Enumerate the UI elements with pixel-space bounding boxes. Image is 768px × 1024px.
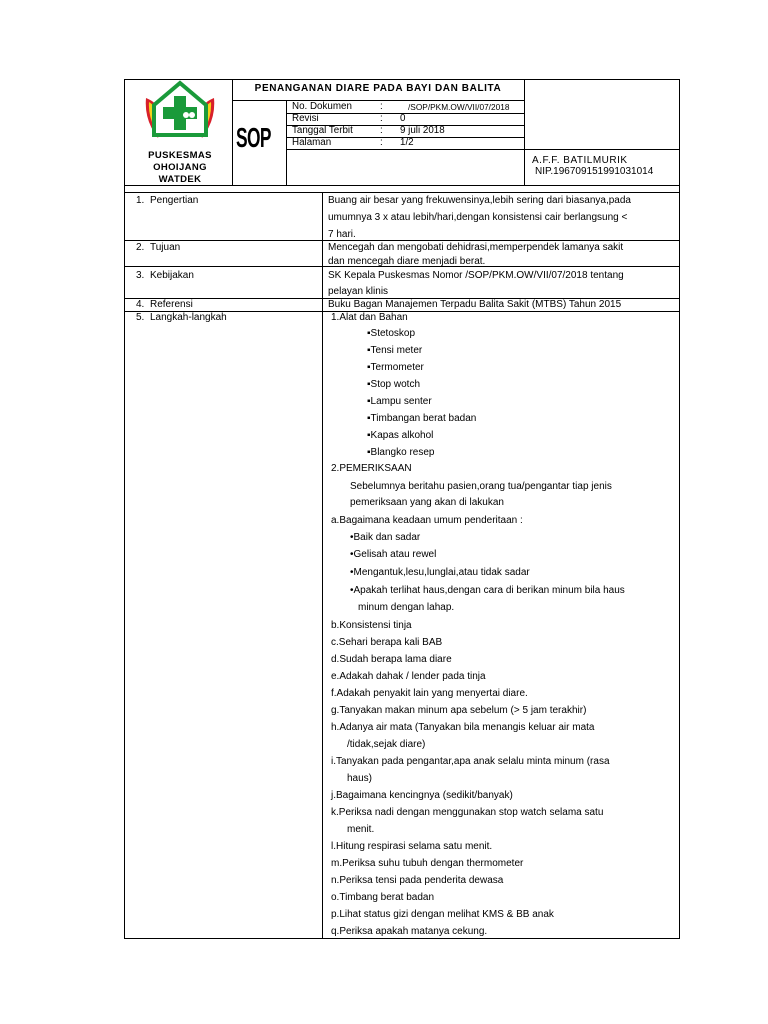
check-item: n.Periksa tensi pada penderita dewasa [331,875,504,886]
general-condition-item: •Apakah terlihat haus,dengan cara di berikan minum bila haus [350,585,625,596]
exam-heading: 2.PEMERIKSAAN [331,463,412,474]
kebijakan-line-1: SK Kepala Puskesmas Nomor /SOP/PKM.OW/VII/07/2018 tentang [328,270,624,281]
general-condition-item: minum dengan lahap. [358,602,455,613]
general-condition-item: •Baik dan sadar [350,532,421,543]
section-label-referensi: Referensi [150,299,193,310]
meta-row-line-4 [286,149,680,150]
tool-item: ▪Stop wotch [367,379,421,390]
general-condition-item: •Mengantuk,lesu,lunglai,atau tidak sadar [350,567,530,578]
tool-item: ▪Lampu senter [367,396,432,407]
check-item: d.Sudah berapa lama diare [331,654,452,665]
sop-mark: SOP [236,122,271,153]
org-line-2: OHOIJANG [153,162,207,173]
pengertian-line-3: 7 hari. [328,229,356,240]
section-label-langkah: Langkah-langkah [150,312,227,323]
header-divider-left [232,79,233,185]
section-number-3: 3. [136,270,145,281]
tool-item: ▪Kapas alkohol [367,430,434,441]
general-condition-heading: a.Bagaimana keadaan umum penderitaan : [331,515,523,526]
exam-intro-line: Sebelumnya beritahu pasien,orang tua/pengantar tiap jenis [350,481,612,492]
signer-nip: NIP.196709151991031014 [535,166,654,177]
meta-sep-revision: : [380,113,383,124]
pengertian-line-1: Buang air besar yang frekuwensinya,lebih sering dari biasanya,pada [328,195,631,206]
meta-sep-issue-date: : [380,125,383,136]
tool-item: ▪Stetoskop [367,328,416,339]
exam-intro-line: pemeriksaan yang akan di lakukan [350,497,504,508]
check-item: o.Timbang berat badan [331,892,435,903]
meta-label-doc-number: No. Dokumen [292,101,352,112]
signer-name: A.F.F. BATILMURIK [532,155,628,166]
meta-value-doc-number: /SOP/PKM.OW/VII/07/2018 [408,102,510,112]
tujuan-line-1: Mencegah dan mengobati dehidrasi,memperpendek lamanya sakit [328,242,624,253]
check-item: menit. [347,824,375,835]
referensi-line-1: Buku Bagan Manajemen Terpadu Balita Sakit (MTBS) Tahun 2015 [328,299,622,310]
section-label-pengertian: Pengertian [150,195,199,206]
general-condition-item: •Gelisah atau rewel [350,549,437,560]
section-number-1: 1. [136,195,145,206]
section-number-4: 4. [136,299,145,310]
meta-sep-page: : [380,137,383,148]
section-number-2: 2. [136,242,145,253]
tools-heading: 1.Alat dan Bahan [331,312,408,323]
check-item: e.Adakah dahak / lender pada tinja [331,671,486,682]
org-line-1: PUSKESMAS [148,150,212,161]
org-line-3: WATDEK [158,174,202,185]
check-item: /tidak,sejak diare) [347,739,426,750]
tool-item: ▪Tensi meter [367,345,423,356]
check-item: g.Tanyakan makan minum apa sebelum (> 5 jam terakhir) [331,705,587,716]
section-label-kebijakan: Kebijakan [150,270,194,281]
meta-value-issue-date: 9 juli 2018 [400,125,445,136]
row-line-1 [124,240,680,241]
check-item: c.Sehari berapa kali BAB [331,637,443,648]
meta-label-issue-date: Tanggal Terbit [292,125,353,136]
section-label-tujuan: Tujuan [150,242,181,253]
meta-label-revision: Revisi [292,113,319,124]
column-divider [322,192,323,939]
check-item: b.Konsistensi tinja [331,620,412,631]
title-underline [232,100,524,101]
section-number-5: 5. [136,312,145,323]
check-item: p.Lihat status gizi dengan melihat KMS & BB anak [331,909,554,920]
tool-item: ▪Blangko resep [367,447,435,458]
organization-name [128,150,232,186]
check-item: j.Bagaimana kencingnya (sedikit/banyak) [331,790,513,801]
check-item: i.Tanyakan pada pengantar,apa anak selalu minta minum (rasa [331,756,610,767]
kebijakan-line-2: pelayan klinis [328,286,389,297]
document-title: PENANGANAN DIARE PADA BAYI DAN BALITA [254,83,502,94]
check-item: haus) [347,773,373,784]
meta-value-page: 1/2 [400,137,414,148]
header-divider-right [524,79,525,185]
check-item: l.Hitung respirasi selama satu menit. [331,841,493,852]
meta-sep-doc-number: : [380,101,383,112]
tool-item: ▪Termometer [367,362,424,373]
check-item: h.Adanya air mata (Tanyakan bila menangis keluar air mata [331,722,595,733]
check-item: m.Periksa suhu tubuh dengan thermometer [331,858,524,869]
puskesmas-logo-icon [140,80,220,148]
check-item: q.Periksa apakah matanya cekung. [331,926,488,937]
meta-value-revision: 0 [400,113,406,124]
meta-label-page: Halaman [292,137,332,148]
check-item: f.Adakah penyakit lain yang menyertai diare. [331,688,528,699]
tool-item: ▪Timbangan berat badan [367,413,477,424]
check-item: k.Periksa nadi dengan menggunakan stop watch selama satu [331,807,604,818]
tujuan-line-2: dan mencegah diare menjadi berat. [328,256,486,267]
table-top-line [124,192,680,193]
pengertian-line-2: umumnya 3 x atau lebih/hari,dengan konsistensi cair berlangsung < [328,212,628,223]
